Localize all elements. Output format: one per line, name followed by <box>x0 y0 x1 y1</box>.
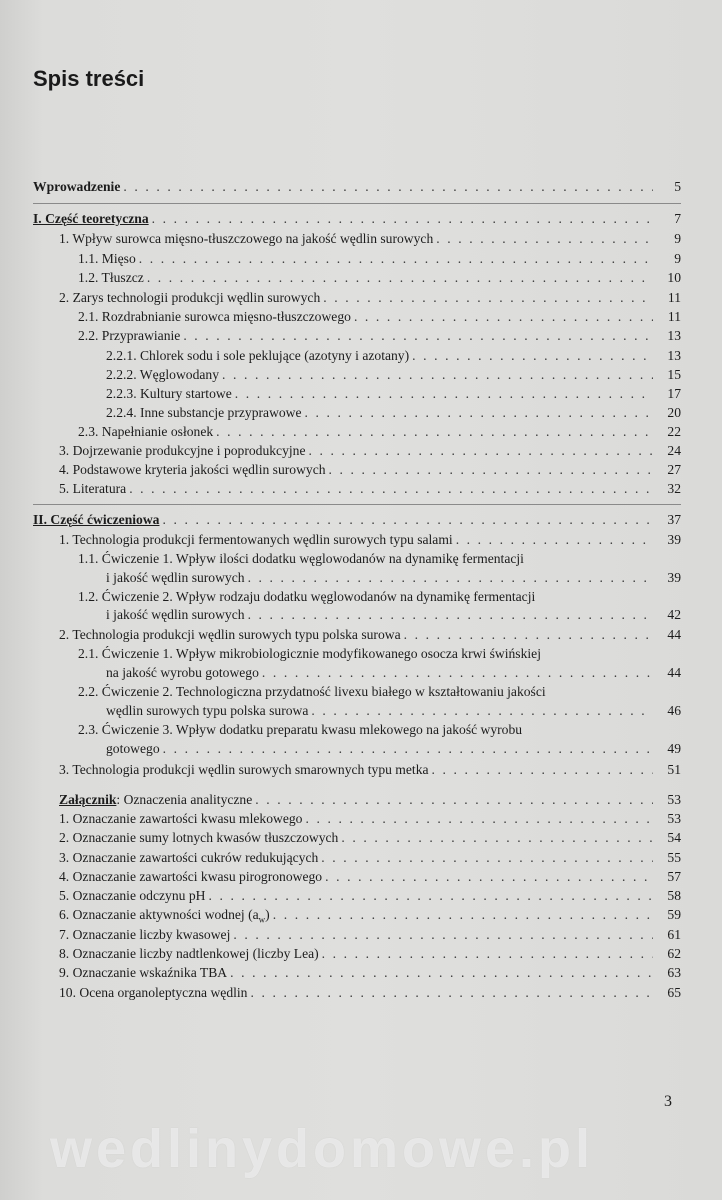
toc-entry[interactable]: gotowego . . . 49 <box>106 739 681 759</box>
toc-entry-appendix[interactable]: Załącznik: Oznaczenia analityczne . . . 53 <box>59 790 681 810</box>
toc-entry[interactable]: i jakość wędlin surowych . . . 39 <box>106 568 681 588</box>
toc-entry[interactable]: 5. Oznaczanie odczynu pH . . . 58 <box>59 886 681 906</box>
toc-entry[interactable]: 1.2. Tłuszcz . . . 10 <box>78 268 681 288</box>
toc-entry[interactable]: 8. Oznaczanie liczby nadtlenkowej (liczby Lea) . . . 62 <box>59 944 681 964</box>
toc-entry[interactable]: 3. Technologia produkcji wędlin surowych smarownych typu metka . . . 51 <box>59 760 681 780</box>
toc-entry[interactable]: 1. Technologia produkcji fermentowanych wędlin surowych typu salami . . . 39 <box>59 530 681 550</box>
toc-entry[interactable]: 2.2. Przyprawianie . . . 13 <box>78 326 681 346</box>
toc-entry-line[interactable]: 2.3. Ćwiczenie 3. Wpływ dodatku preparatu kwasu mlekowego na jakość wyrobu <box>78 722 523 737</box>
toc-entry[interactable]: 4. Oznaczanie zawartości kwasu pirogronowego . . . 57 <box>59 867 681 887</box>
toc-entry-line[interactable]: 1.1. Ćwiczenie 1. Wpływ ilości dodatku węglowodanów na dynamikę fermentacji <box>78 551 524 566</box>
toc-entry[interactable]: 1. Wpływ surowca mięsno-tłuszczowego na jakość wędlin surowych . . . 9 <box>59 229 681 249</box>
toc-entry-part-2[interactable]: II. Część ćwiczeniowa . . . 37 <box>33 510 681 530</box>
toc-entry[interactable]: 2. Technologia produkcji wędlin surowych typu polska surowa . . . 44 <box>59 625 681 645</box>
toc-entry[interactable]: 3. Oznaczanie zawartości cukrów redukujących . . . 55 <box>59 848 681 868</box>
toc-entry[interactable]: 10. Ocena organoleptyczna wędlin . . . 65 <box>59 983 681 1003</box>
toc-entry[interactable]: 2. Zarys technologii produkcji wędlin surowych . . . 11 <box>59 288 681 308</box>
toc-entry[interactable]: na jakość wyrobu gotowego . . . 44 <box>106 663 681 683</box>
toc-entry[interactable]: 2. Oznaczanie sumy lotnych kwasów tłuszczowych . . . 54 <box>59 828 681 848</box>
toc-entry[interactable]: 2.3. Napełnianie osłonek . . . 22 <box>78 422 681 442</box>
toc-entry-line[interactable]: 2.1. Ćwiczenie 1. Wpływ mikrobiologicznie modyfikowanego osocza krwi świńskiej <box>78 646 541 661</box>
toc-entry[interactable]: 3. Dojrzewanie produkcyjne i poprodukcyjne . . . 24 <box>59 441 681 461</box>
toc-entry[interactable]: 2.2.2. Węglowodany . . . 15 <box>106 365 681 385</box>
toc-entry[interactable]: 2.2.3. Kultury startowe . . . 17 <box>106 384 681 404</box>
toc-entry[interactable]: wędlin surowych typu polska surowa . . . 46 <box>106 701 681 721</box>
toc-entry-line[interactable]: 2.2. Ćwiczenie 2. Technologiczna przydatność livexu białego w kształtowaniu jakości <box>78 684 546 699</box>
watermark: wedlinydomowe.pl <box>50 1119 595 1179</box>
toc-entry[interactable]: 1.1. Mięso . . . 9 <box>78 249 681 269</box>
toc-entry[interactable]: 7. Oznaczanie liczby kwasowej . . . 61 <box>59 925 681 945</box>
toc-entry[interactable]: 6. Oznaczanie aktywności wodnej $(a_w)$ . . . 59 <box>59 905 681 925</box>
toc-entry[interactable]: i jakość wędlin surowych . . . 42 <box>106 605 681 625</box>
toc-entry[interactable]: 2.2.4. Inne substancje przyprawowe . . . 20 <box>106 403 681 423</box>
toc-entry-part-1[interactable]: I. Część teoretyczna . . . 7 <box>33 209 681 229</box>
toc-entry[interactable]: 2.1. Rozdrabnianie surowca mięsno-tłuszczowego . . . 11 <box>78 307 681 327</box>
page-number: 3 <box>664 1093 672 1110</box>
toc-entry-line[interactable]: 1.2. Ćwiczenie 2. Wpływ rodzaju dodatku węglowodanów na dynamikę fermentacji <box>78 589 536 604</box>
toc-entry[interactable]: 5. Literatura . . . 32 <box>59 479 681 499</box>
toc-entry-intro[interactable]: Wprowadzenie . . . 5 <box>33 177 681 197</box>
section-divider <box>33 203 681 204</box>
toc-entry[interactable]: 1. Oznaczanie zawartości kwasu mlekowego . . . 53 <box>59 809 681 829</box>
page-title: Spis treści <box>33 66 145 91</box>
toc-entry[interactable]: 4. Podstawowe kryteria jakości wędlin surowych . . . 27 <box>59 460 681 480</box>
toc-entry[interactable]: 2.2.1. Chlorek sodu i sole peklujące (azotyny i azotany) . . . 13 <box>106 346 681 366</box>
toc-entry[interactable]: 9. Oznaczanie wskaźnika TBA . . . 63 <box>59 963 681 983</box>
section-divider <box>33 504 681 505</box>
